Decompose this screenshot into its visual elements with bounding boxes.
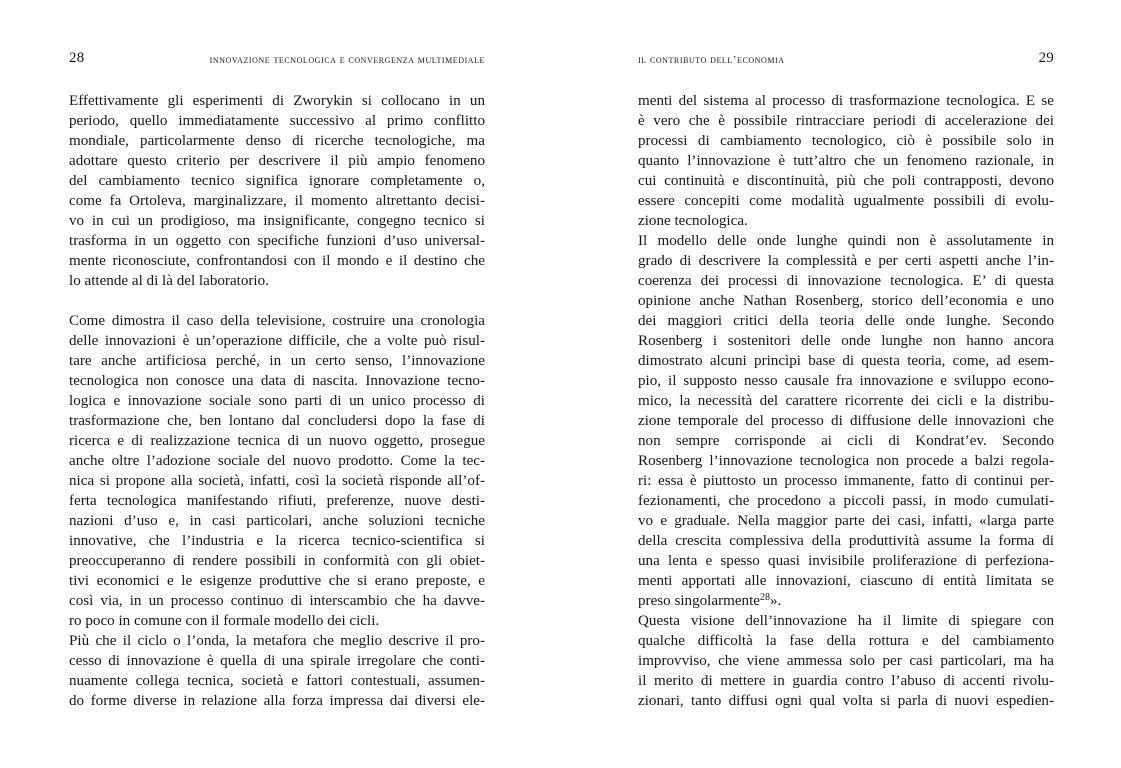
line-text: grado di descrivere la complessità e per certi aspetti anche l’in- <box>638 253 1054 269</box>
text-line <box>69 651 485 671</box>
line-text: una lenta e spesso quasi invisibile proliferazione di perfeziona- <box>638 553 1054 569</box>
line-text-tail: ». <box>769 593 782 609</box>
line-text: trasformazione che, ben lontano dal concludersi dopo la fase di <box>69 413 485 429</box>
text-line <box>638 251 1054 271</box>
text-line <box>638 491 1054 511</box>
text-line <box>638 231 1054 251</box>
text-line <box>638 151 1054 171</box>
line-text: del cambiamento tecnico significa ignorare completamente o, <box>69 173 485 189</box>
chapter-title: innovazione tecnologica e convergenza multimediale <box>209 54 485 66</box>
text-line <box>69 311 485 331</box>
text-line <box>69 271 485 291</box>
text-line <box>638 611 1054 631</box>
text-line <box>69 171 485 191</box>
line-text: cui continuità e discontinuità, più che poli contrapposti, devono <box>638 173 1054 189</box>
line-text: menti del sistema al processo di trasformazione tecnologica. E se <box>638 93 1054 109</box>
line-text: nica si propone alla società, infatti, così la società risponde all’of- <box>69 473 485 489</box>
line-text: essere concepiti come modalità ugualmente possibili di evolu- <box>638 193 1054 209</box>
section-title: il contributo dell’economia <box>638 54 785 66</box>
line-text: trasforma in un oggetto con specifiche funzioni d’uso universal- <box>69 233 485 249</box>
line-text: nazioni d’uso e, in casi particolari, anche soluzioni tecniche <box>69 513 485 529</box>
line-text: fezionamenti, che procedono a piccoli passi, in modo cumulati- <box>638 493 1054 509</box>
line-text: mente riconosciute, confrontandosi con il mondo e il destino che <box>69 253 485 269</box>
right-running-head <box>638 50 1054 70</box>
line-text: della crescita complessiva della produttività assume la forma di <box>638 533 1054 549</box>
line-text: delle innovazioni è un’operazione difficile, che a volte può risul- <box>69 333 485 349</box>
text-line <box>69 511 485 531</box>
line-text: ricerca e di realizzazione tecnica di un nuovo oggetto, prosegue <box>69 433 485 449</box>
text-line <box>69 531 485 551</box>
text-line <box>638 691 1054 711</box>
line-text: Rosenberg i sostenitori delle onde lunghe non hanno ancora <box>638 333 1054 349</box>
text-line <box>69 411 485 431</box>
text-line <box>69 151 485 171</box>
line-text: tare anche artificiosa perché, in un certo senso, l’innovazione <box>69 353 485 369</box>
line-text: il merito di mettere in guardia contro l’abuso di accenti rivolu- <box>638 673 1054 689</box>
line-text: periodo, quello immediatamente successivo al primo conflitto <box>69 113 485 129</box>
text-line <box>69 451 485 471</box>
line-text: Il modello delle onde lunghe quindi non è assolutamente in <box>638 233 1054 249</box>
text-line <box>69 591 485 611</box>
line-text: anche oltre l’adozione sociale del nuovo prodotto. Come la tec- <box>69 453 485 469</box>
text-line <box>638 171 1054 191</box>
text-line <box>69 371 485 391</box>
line-text: non sempre corrisponde ai cicli di Kondrat’ev. Secondo <box>638 433 1054 449</box>
text-line <box>69 691 485 711</box>
line-text: tivi economici e le esigenze produttive che si erano preposte, e <box>69 573 485 589</box>
line-text: così via, in un processo continuo di interscambio che ha davve- <box>69 593 485 609</box>
text-line <box>69 231 485 251</box>
line-text: Questa visione dell’innovazione ha il limite di spiegare con <box>638 613 1054 629</box>
line-text: mico, la necessità del carattere ricorrente dei cicli e la distribu- <box>638 393 1054 409</box>
paragraph-gap <box>69 291 485 311</box>
text-line <box>69 351 485 371</box>
line-text: ro poco in comune con il formale modello dei cicli. <box>69 613 380 629</box>
left-body-text <box>69 91 485 711</box>
right-page <box>638 0 1054 768</box>
text-line <box>638 391 1054 411</box>
text-line <box>638 631 1054 651</box>
line-text: innovative, che l’industria e la ricerca tecnico-scientifica si <box>69 533 485 549</box>
line-text: quanto l’innovazione è tutt’altro che un fenomeno razionale, in <box>638 153 1054 169</box>
text-line <box>69 491 485 511</box>
text-line <box>69 471 485 491</box>
line-text: Effettivamente gli esperimenti di Zworykin si collocano in un <box>69 93 485 109</box>
text-line <box>638 511 1054 531</box>
line-text: do forme diverse in relazione alla forza impressa dai diversi ele- <box>69 693 485 709</box>
text-line <box>638 291 1054 311</box>
text-line <box>638 191 1054 211</box>
line-text: ferta tecnologica manifestando rifiuti, preferenze, nuove desti- <box>69 493 485 509</box>
line-text: zionari, tanto diffusi ogni qual volta si parla di nuovi espedien- <box>638 693 1054 709</box>
line-text: dimostrato alcuni princìpi base di questa teoria, come, ad esem- <box>638 353 1054 369</box>
text-line <box>638 471 1054 491</box>
text-line <box>69 431 485 451</box>
text-line <box>69 131 485 151</box>
text-line <box>69 671 485 691</box>
line-text: ri: essa è piuttosto un processo immanente, fatto di continui per- <box>638 473 1054 489</box>
text-line <box>638 411 1054 431</box>
text-line <box>638 531 1054 551</box>
line-text: menti apportati alle innovazioni, ciascuno di entità limitata se <box>638 573 1054 589</box>
text-line <box>638 651 1054 671</box>
text-line <box>69 611 485 631</box>
line-text: coerenza dei processi di innovazione tecnologica. E’ di questa <box>638 273 1054 289</box>
text-line <box>69 211 485 231</box>
line-text: opinione anche Nathan Rosenberg, storico dell’economia e uno <box>638 293 1054 309</box>
text-line <box>638 131 1054 151</box>
text-line <box>638 211 1054 231</box>
line-text: vo in cui un prodigioso, ma insignificante, congegno tecnico si <box>69 213 485 229</box>
page-number: 29 <box>1038 50 1054 66</box>
text-line <box>69 111 485 131</box>
text-line <box>638 671 1054 691</box>
text-line <box>638 591 1054 611</box>
line-text: logica e innovazione sociale sono parti di un unico processo di <box>69 393 485 409</box>
text-line <box>69 251 485 271</box>
text-line <box>69 391 485 411</box>
text-line <box>638 431 1054 451</box>
line-text: preoccuperanno di rendere possibili in conformità con gli obiet- <box>69 553 485 569</box>
line-text: pio, il supposto nesso causale fra innovazione e sviluppo econo- <box>638 373 1054 389</box>
text-line <box>638 91 1054 111</box>
line-text: lo attende al di là del laboratorio. <box>69 273 269 289</box>
text-line <box>69 631 485 651</box>
text-line <box>69 91 485 111</box>
text-line <box>638 331 1054 351</box>
line-text: è vero che è possibile rintracciare periodi di accelerazione dei <box>638 113 1054 129</box>
left-running-head <box>69 50 485 70</box>
text-line <box>69 331 485 351</box>
text-line <box>638 351 1054 371</box>
text-line <box>638 451 1054 471</box>
line-text: nuamente collega tecnica, società e fattori contestuali, assumen- <box>69 673 485 689</box>
text-line <box>69 191 485 211</box>
line-text: cesso di innovazione è quella di una spirale irregolare che conti- <box>69 653 485 669</box>
footnote-marker[interactable]: 28 <box>759 592 770 603</box>
right-body-text <box>638 91 1054 711</box>
line-text: qualche difficoltà la fase della rottura e del cambiamento <box>638 633 1054 649</box>
line-text: vo e graduale. Nella maggior parte dei casi, infatti, «larga parte <box>638 513 1054 529</box>
left-page <box>69 0 485 768</box>
line-text: improvviso, che viene ammessa solo per casi particolari, ma ha <box>638 653 1054 669</box>
text-line <box>638 371 1054 391</box>
text-line <box>638 271 1054 291</box>
text-line <box>638 551 1054 571</box>
line-text: adottare questo criterio per descrivere il più ampio fenomeno <box>69 153 485 169</box>
text-line <box>638 111 1054 131</box>
line-text: Come dimostra il caso della televisione, costruire una cronologia <box>69 313 485 329</box>
line-text: Più che il ciclo o l’onda, la metafora che meglio descrive il pro- <box>69 633 485 649</box>
line-text: zione temporale del processo di diffusione delle innovazioni che <box>638 413 1054 429</box>
line-text: zione tecnologica. <box>638 213 748 229</box>
text-line <box>69 551 485 571</box>
text-line <box>638 311 1054 331</box>
page-number: 28 <box>69 50 85 66</box>
text-line <box>638 571 1054 591</box>
line-text: tecnologica non conosce una data di nascita. Innovazione tecno- <box>69 373 485 389</box>
line-text: dei maggiori critici della teoria delle onde lunghe. Secondo <box>638 313 1054 329</box>
line-text: come fa Ortoleva, marginalizzare, il momento altrettanto decisi- <box>69 193 485 209</box>
text-line <box>69 571 485 591</box>
line-text: mondiale, particolarmente denso di ricerche tecnologiche, ma <box>69 133 485 149</box>
line-text: Rosenberg l’innovazione tecnologica non procede a balzi regola- <box>638 453 1054 469</box>
line-text: preso singolarmente <box>638 593 760 609</box>
line-text: processi di cambiamento tecnologico, ciò è possibile solo in <box>638 133 1054 149</box>
